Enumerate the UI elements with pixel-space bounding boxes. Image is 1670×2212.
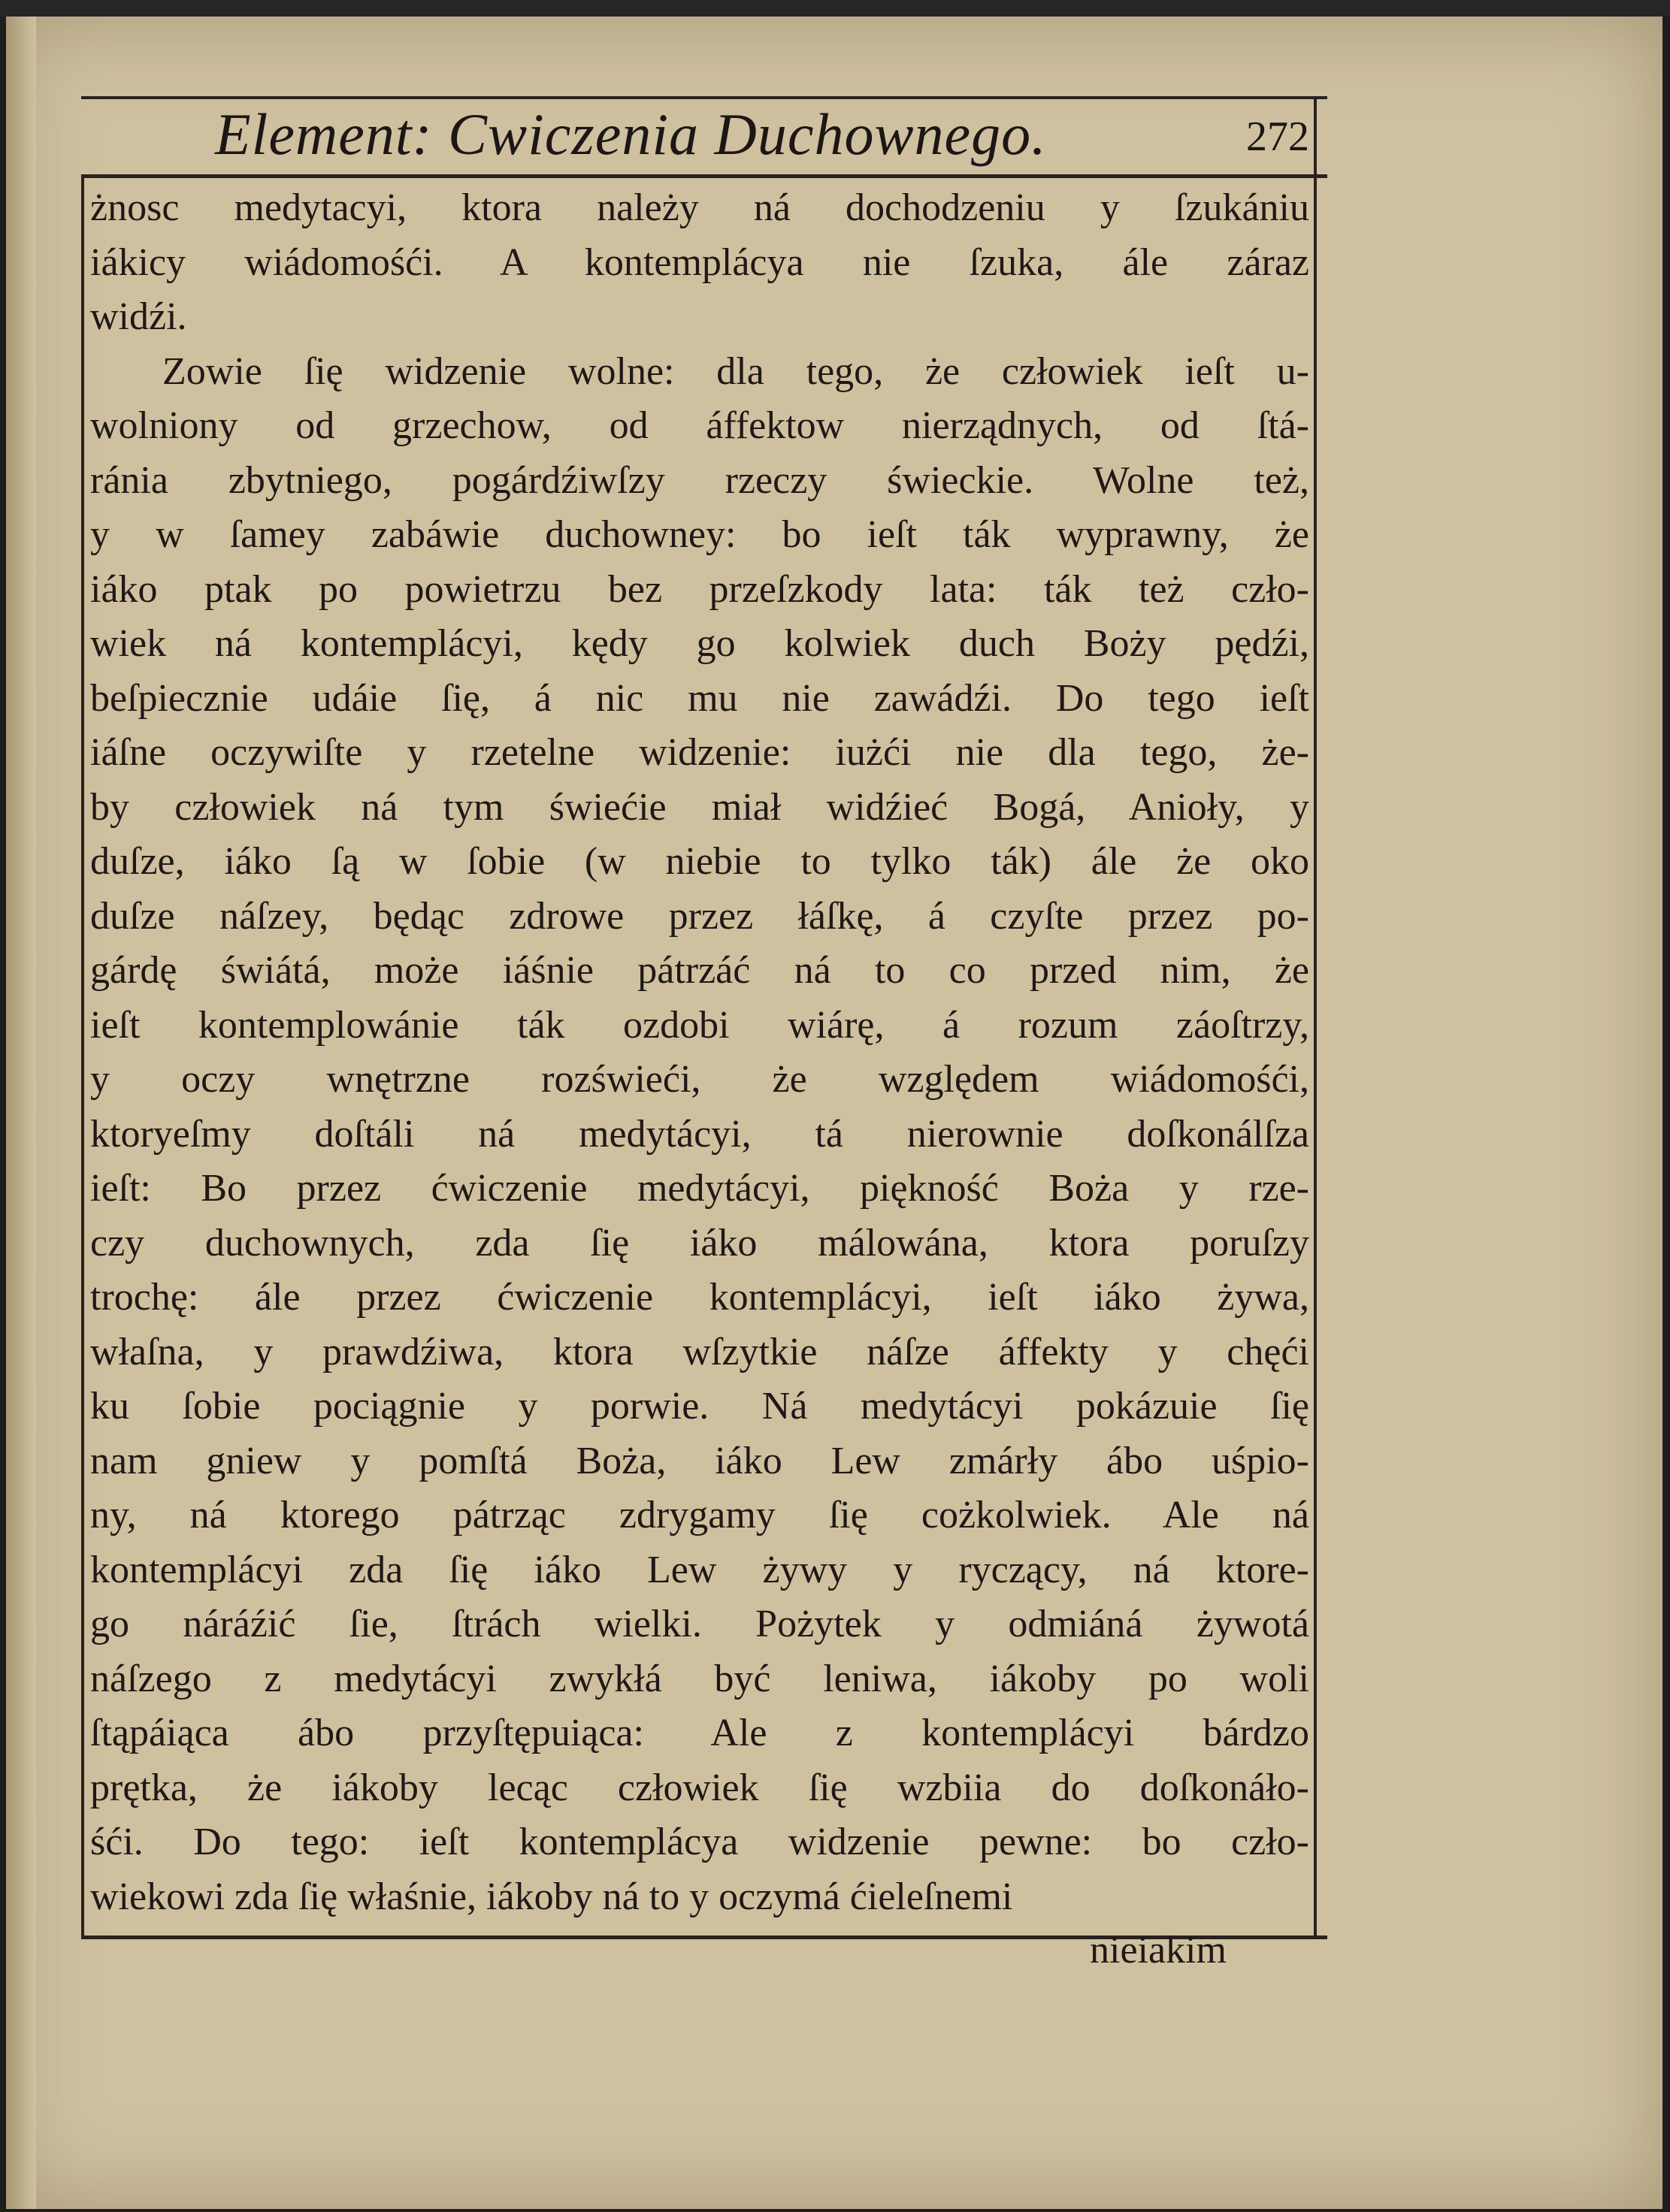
text-line: ny, ná ktorego pátrząc zdrygamy ſię cożkolwiek. Ale ná (90, 1494, 1309, 1537)
text-line: duſze, iáko ſą w ſobie (w niebie to tylko ták) ále że oko (90, 840, 1309, 883)
page-number: 272 (1246, 113, 1309, 160)
text-line: widźi. (90, 295, 187, 338)
running-title: Element: Cwiczenia Duchownego. (215, 101, 1047, 167)
text-line: wiekowi zda ſię właśnie, iákoby ná to y oczymá ćieleſnemi (90, 1875, 1013, 1918)
text-line: y oczy wnętrzne rozświeći, że względem wiádomośći, (90, 1058, 1309, 1101)
running-header (81, 96, 1314, 174)
text-line: kontemplácyi zda ſię iáko Lew żywy y ryczący, ná ktore- (90, 1548, 1309, 1591)
frame-left-rule (81, 174, 84, 1937)
text-line: ieſt kontemplowánie ták ozdobi wiárę, á rozum záoſtrzy, (90, 1003, 1309, 1047)
text-line: Zowie ſię widzenie wolne: dla tego, że człowiek ieſt u- (162, 349, 1309, 393)
frame-right-rule (1314, 96, 1317, 1937)
text-line: wolniony od grzechow, od áffektow nierządnych, od ſtá- (90, 404, 1309, 447)
text-line: ránia zbytniego, pogárdźiwſzy rzeczy świeckie. Wolne też, (90, 458, 1309, 502)
text-line: właſna, y prawdźiwa, ktora wſzytkie náſze áffekty y chęći (90, 1330, 1309, 1373)
body-text (90, 183, 1309, 1931)
text-line: żnosc medytacyi, ktora należy ná dochodzeniu y ſzukániu (90, 186, 1309, 229)
scan-top-edge (0, 0, 1670, 17)
header-rule (81, 174, 1327, 178)
text-line: wiek ná kontemplácyi, kędy go kolwiek duch Boży pędźi, (90, 622, 1309, 665)
text-line: ktoryeſmy doſtáli ná medytácyi, tá nierownie doſkonálſza (90, 1112, 1309, 1156)
catchword: nieiakim (1090, 1929, 1227, 1972)
text-line: y w ſamey zabáwie duchowney: bo ieſt ták wyprawny, że (90, 513, 1309, 556)
text-line: iáko ptak po powietrzu bez przeſzkody lata: ták też czło- (90, 567, 1309, 611)
text-line: ieſt: Bo przez ćwiczenie medytácyi, piękność Boża y rze- (90, 1167, 1309, 1210)
text-line: ku ſobie pociągnie y porwie. Ná medytácyi pokázuie ſię (90, 1385, 1309, 1428)
page-gutter (6, 17, 36, 2209)
text-line: prętka, że iákoby lecąc człowiek ſię wzbiia do doſkonáło- (90, 1766, 1309, 1809)
text-line: trochę: ále przez ćwiczenie kontemplácyi, ieſt iáko żywa, (90, 1276, 1309, 1319)
text-line: go náráźić ſie, ſtrách wielki. Pożytek y odmiáná żywotá (90, 1603, 1309, 1645)
text-line: by człowiek ná tym świećie miał widźieć Bogá, Anioły, y (90, 785, 1309, 829)
text-line: nam gniew y pomſtá Boża, iáko Lew zmárły ábo uśpio- (90, 1439, 1309, 1482)
text-frame (81, 96, 1327, 1918)
text-line: beſpiecznie udáie ſię, á nic mu nie zawádźi. Do tego ieſt (90, 676, 1309, 720)
text-line: śći. Do tego: ieſt kontemplácya widzenie pewne: bo czło- (90, 1821, 1309, 1863)
text-line: duſze náſzey, będąc zdrowe przez łáſkę, á czyſte przez po- (90, 894, 1309, 938)
text-line: gárdę świátá, może iáśnie pátrzáć ná to co przed nim, że (90, 949, 1309, 992)
text-line: iáſne oczywiſte y rzetelne widzenie: iużći nie dla tego, że- (90, 731, 1309, 774)
text-line: czy duchownych, zda ſię iáko málowána, ktora poruſzy (90, 1221, 1309, 1265)
text-line: iákicy wiádomośći. A kontemplácya nie ſzuka, ále záraz (90, 240, 1309, 284)
text-line: ſtąpáiąca ábo przyſtępuiąca: Ale z kontemplácyi bárdzo (90, 1712, 1309, 1754)
text-line: náſzego z medytácyi zwykłá być leniwa, iákoby po woli (90, 1657, 1309, 1700)
